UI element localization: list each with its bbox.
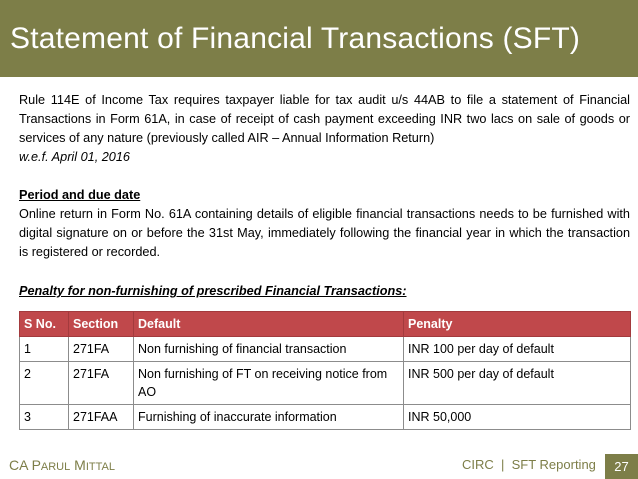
effective-date: w.e.f. April 01, 2016 [19, 150, 130, 164]
rule-paragraph [19, 91, 630, 167]
cell-default: Non furnishing of FT on receiving notice from AO [134, 362, 404, 405]
author-last: M [70, 457, 86, 473]
cell-section: 271FAA [69, 405, 134, 430]
header-sno: S No. [20, 312, 69, 337]
footer-context: CIRC | SFT Reporting [462, 457, 596, 472]
table-header-row [20, 312, 631, 337]
header-default: Default [134, 312, 404, 337]
cell-sno: 1 [20, 337, 69, 362]
header-penalty: Penalty [404, 312, 631, 337]
author-last-sc: ITTAL [85, 461, 115, 473]
period-text: Online return in Form No. 61A containing details of eligible financial transactions needs to be furnished with digital signature on or before the 31st May, immediately following the financial year in which the transaction is registered or recorded. [19, 207, 630, 259]
footer-author [9, 457, 115, 473]
rule-text: Rule 114E of Income Tax requires taxpayer liable for tax audit u/s 44AB to file a statement of Financial Transactions in Form 61A, in case of receipt of cash payment exceeding INR two lacs on sale of goods or services of any nature (previously called AIR – Annual Information Return) [19, 93, 630, 145]
period-section [19, 186, 630, 262]
cell-penalty: INR 500 per day of default [404, 362, 631, 405]
period-heading: Period and due date [19, 188, 141, 202]
table-row [20, 362, 631, 405]
header-section: Section [69, 312, 134, 337]
author-first-sc: ARUL [40, 461, 71, 473]
cell-section: 271FA [69, 337, 134, 362]
table-row [20, 405, 631, 430]
penalty-table [19, 311, 631, 430]
cell-sno: 2 [20, 362, 69, 405]
penalty-heading: Penalty for non-furnishing of prescribed Financial Transactions: [19, 284, 407, 298]
cell-penalty: INR 50,000 [404, 405, 631, 430]
table-row [20, 337, 631, 362]
page-number: 27 [605, 454, 638, 479]
cell-section: 271FA [69, 362, 134, 405]
cell-default: Non furnishing of financial transaction [134, 337, 404, 362]
cell-default: Furnishing of inaccurate information [134, 405, 404, 430]
cell-sno: 3 [20, 405, 69, 430]
author-first: CA P [9, 457, 41, 473]
cell-penalty: INR 100 per day of default [404, 337, 631, 362]
slide-title: Statement of Financial Transactions (SFT) [10, 22, 581, 55]
title-bar [0, 0, 638, 77]
